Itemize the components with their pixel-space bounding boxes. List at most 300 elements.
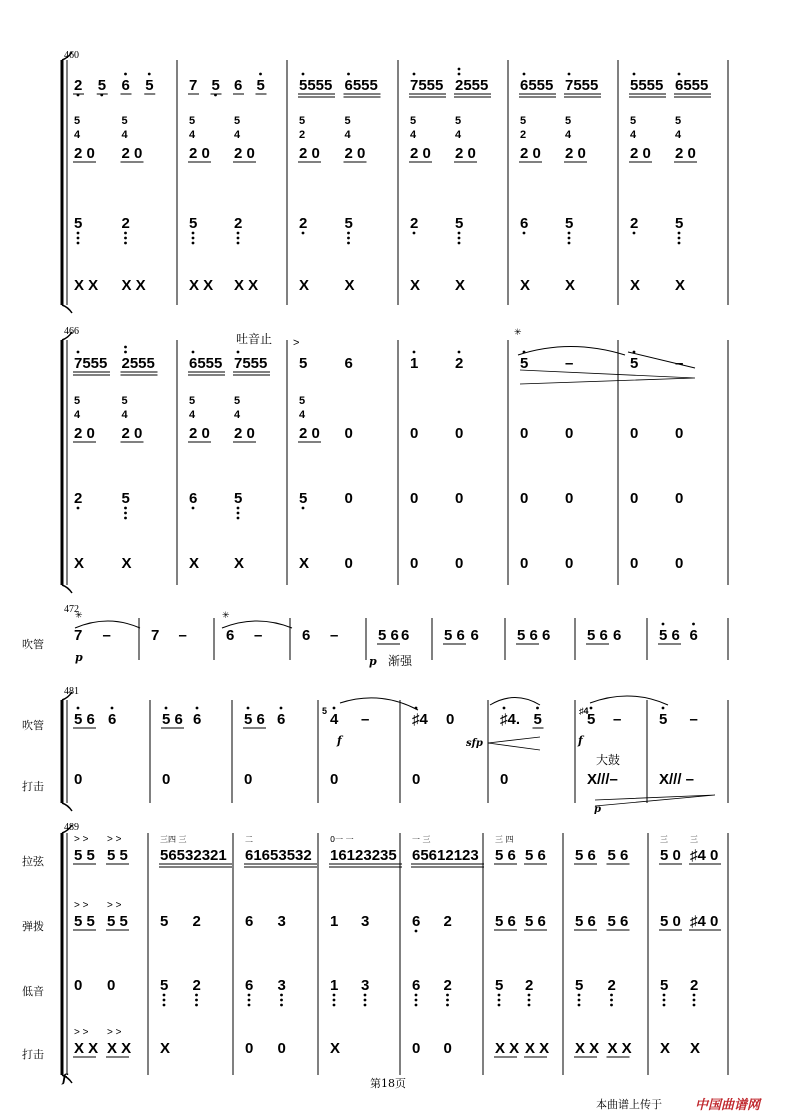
chord-upper-note: 5 (189, 395, 196, 407)
note-X: X (330, 1040, 341, 1057)
note-X///–: X///– (587, 771, 618, 788)
upper-octave-dot (458, 73, 461, 76)
note-–: – (102, 627, 111, 644)
lower-octave-dot (633, 232, 636, 235)
lower-octave-dot (415, 999, 418, 1002)
lower-octave-dot (333, 1004, 336, 1007)
lower-octave-dot (528, 999, 531, 1002)
chord-middle-note: 4 (121, 129, 128, 141)
note-56: 5 6 (575, 847, 596, 864)
note-2: 2 (410, 215, 419, 232)
note-5: 5 (299, 490, 308, 507)
note-X: X (299, 555, 310, 572)
lower-octave-dot (578, 999, 581, 1002)
lower-octave-dot (415, 994, 418, 997)
note-55: 5 5 (107, 847, 128, 864)
note-2555: 2555 (455, 77, 489, 94)
lower-octave-dot (333, 994, 336, 997)
note-5: 5 (455, 215, 464, 232)
note-0: 0 (455, 490, 464, 507)
chord-middle-note: 4 (630, 129, 637, 141)
note-0: 0 (344, 555, 353, 572)
upper-octave-dot (458, 68, 461, 71)
upper-octave-dot (302, 73, 305, 76)
upper-octave-dot (247, 707, 250, 710)
annotation-crescendo: 渐强 (388, 654, 413, 668)
note-6: 6 (189, 490, 198, 507)
upper-octave-dot (165, 707, 168, 710)
note-XX: X X (495, 1040, 520, 1057)
chord-upper-note: 5 (455, 115, 462, 127)
lower-octave-dot (415, 1004, 418, 1007)
note-–: – (689, 711, 698, 728)
instrument-label: 弹拨 (22, 920, 44, 933)
instrument-label: 吹管 (22, 638, 44, 651)
lower-octave-dot (364, 1004, 367, 1007)
chord-upper-note: 5 (630, 115, 637, 127)
lower-octave-dot (678, 232, 681, 235)
chord-middle-note: 2 (299, 129, 306, 141)
measure-number: 472 (64, 604, 79, 615)
note-7555: 7555 (410, 77, 444, 94)
lower-octave-dot (280, 994, 283, 997)
upper-octave-dot (458, 351, 461, 354)
note-5: 5 (189, 215, 198, 232)
chord-upper-note: 5 (299, 115, 306, 127)
note-5: 5 (533, 711, 542, 728)
note-6: 6 (245, 913, 254, 930)
lower-octave-dot (458, 232, 461, 235)
note-♯4: ♯4 (412, 711, 428, 728)
dynamic-p: p (369, 655, 377, 668)
note-XX: X X (575, 1040, 600, 1057)
note-XX: X X (525, 1040, 550, 1057)
lower-octave-dot (77, 237, 80, 240)
chord-middle-note: 4 (565, 129, 572, 141)
note-50: 5 0 (660, 847, 681, 864)
lower-octave-dot (195, 999, 198, 1002)
chord-middle-note: 4 (455, 129, 462, 141)
note-7555: 7555 (234, 355, 268, 372)
dynamic-f: f (578, 734, 583, 747)
note-56: 5 6 (525, 847, 546, 864)
lower-octave-dot (498, 994, 501, 997)
note-7: 7 (151, 627, 160, 644)
chord-middle-note: 4 (189, 409, 196, 421)
note-20: 2 0 (410, 145, 431, 162)
lower-octave-dot (528, 1004, 531, 1007)
grace-note: 5 (322, 706, 328, 716)
lower-octave-dot (195, 1004, 198, 1007)
note-X: X (675, 277, 686, 294)
dynamic-f: f (62, 1072, 67, 1085)
note-5: 5 (299, 355, 308, 372)
note-0: 0 (446, 711, 455, 728)
measure-number: 466 (64, 326, 79, 337)
crescendo-hairpin (595, 795, 715, 806)
note-0: 0 (410, 555, 419, 572)
crescendo-hairpin (488, 737, 540, 750)
upper-octave-dot (568, 73, 571, 76)
note-0: 0 (455, 555, 464, 572)
note-2: 2 (443, 977, 452, 994)
lower-octave-dot (192, 232, 195, 235)
note-–: – (254, 627, 263, 644)
note-5: 5 (575, 977, 584, 994)
chord-middle-note: 4 (121, 409, 128, 421)
note-6: 6 (542, 627, 551, 644)
note-5: 5 (74, 215, 83, 232)
note-5: 5 (630, 355, 639, 372)
lower-octave-dot (568, 232, 571, 235)
note-20: 2 0 (74, 425, 95, 442)
note-2: 2 (525, 977, 534, 994)
note-56: 5 6 (575, 913, 596, 930)
lower-octave-dot (77, 242, 80, 245)
instrument-label: 拉弦 (22, 855, 44, 868)
fingering-mark: 三 (660, 835, 668, 844)
chord-upper-note: 5 (234, 115, 241, 127)
note-2: 2 (443, 913, 452, 930)
dynamic-p: p (75, 651, 83, 664)
lower-octave-dot (192, 237, 195, 240)
site-logo[interactable]: 中国曲谱网 (695, 1098, 761, 1113)
note-0: 0 (330, 771, 339, 788)
chord-middle-note: 4 (675, 129, 682, 141)
bracket-hook-bottom (62, 803, 72, 811)
note-6: 6 (520, 215, 529, 232)
lower-octave-dot (364, 999, 367, 1002)
note-56: 5 6 (444, 627, 465, 644)
accent-mark: > > (74, 1027, 89, 1038)
accent-mark: > > (74, 834, 89, 845)
note-0: 0 (500, 771, 509, 788)
note-3: 3 (277, 913, 286, 930)
note-6: 6 (344, 355, 353, 372)
note-56: 5 6 (244, 711, 265, 728)
measure-number: 460 (64, 50, 79, 61)
fingering-mark: 一 三 (412, 835, 431, 844)
note-0: 0 (412, 771, 421, 788)
lower-octave-dot (498, 999, 501, 1002)
upper-octave-dot (124, 73, 127, 76)
note-5: 5 (659, 711, 668, 728)
note-56: 5 6 (659, 627, 680, 644)
note-6555: 6555 (344, 77, 378, 94)
note-0: 0 (565, 425, 574, 442)
note-0: 0 (520, 425, 529, 442)
lower-octave-dot (415, 930, 418, 933)
lower-octave-dot (663, 999, 666, 1002)
upper-octave-dot (523, 73, 526, 76)
chord-upper-note: 5 (74, 115, 81, 127)
accent-mark: > > (107, 1027, 122, 1038)
lower-octave-dot (610, 999, 613, 1002)
upper-octave-dot (124, 351, 127, 354)
upper-octave-dot (662, 623, 665, 626)
note-0: 0 (107, 977, 116, 994)
chord-middle-note: 4 (74, 129, 81, 141)
note-0: 0 (410, 425, 419, 442)
note-0: 0 (74, 977, 83, 994)
note-5: 5 (160, 977, 169, 994)
note-0: 0 (277, 1040, 286, 1057)
note-X: X (160, 1040, 171, 1057)
note-X: X (344, 277, 355, 294)
note-55: 5 5 (107, 913, 128, 930)
instrument-label: 打击 (22, 1048, 44, 1061)
note-0: 0 (520, 490, 529, 507)
note-2: 2 (299, 215, 308, 232)
measure-number: 481 (64, 686, 79, 697)
lower-octave-dot (347, 237, 350, 240)
upper-octave-dot (280, 707, 283, 710)
upper-octave-dot (692, 623, 695, 626)
note-2: 2 (192, 913, 201, 930)
note-7: 7 (74, 627, 83, 644)
upper-octave-dot (347, 73, 350, 76)
note-X: X (520, 277, 531, 294)
annotation-tuyin-stop: 吐音止 (236, 332, 273, 346)
upper-octave-dot (111, 707, 114, 710)
page-number: 第18页 (370, 1077, 406, 1090)
chord-upper-note: 5 (565, 115, 572, 127)
lower-octave-dot (528, 994, 531, 997)
lower-octave-dot (663, 994, 666, 997)
note-–: – (178, 627, 187, 644)
lower-octave-dot (124, 517, 127, 520)
note-XX: X X (107, 1040, 132, 1057)
note-–: – (361, 711, 370, 728)
upper-octave-dot (124, 346, 127, 349)
fingering-mark: 三 四 (495, 835, 514, 844)
chord-middle-note: 2 (520, 129, 527, 141)
lower-octave-dot (237, 512, 240, 515)
note-20: 2 0 (565, 145, 586, 162)
annotation-bass-drum: 大鼓 (596, 753, 621, 767)
accent-mark: > > (107, 900, 122, 911)
chord-middle-note: 4 (299, 409, 306, 421)
upload-source-text: 本曲谱上传于 (596, 1098, 662, 1111)
upper-octave-dot (333, 707, 336, 710)
lower-octave-dot (498, 1004, 501, 1007)
upper-octave-dot (413, 351, 416, 354)
note-56: 5 6 (525, 913, 546, 930)
note-5: 5 (675, 215, 684, 232)
note-–: – (675, 355, 684, 372)
note-X: X (630, 277, 641, 294)
upper-octave-dot (192, 351, 195, 354)
note-6555: 6555 (189, 355, 223, 372)
note-6: 6 (412, 913, 421, 930)
note-1: 1 (410, 355, 419, 372)
chord-upper-note: 5 (121, 395, 128, 407)
chord-upper-note: 5 (121, 115, 128, 127)
chord-middle-note: 4 (410, 129, 417, 141)
note-5: 5 (520, 355, 529, 372)
note-0: 0 (344, 425, 353, 442)
note-2: 2 (607, 977, 616, 994)
lower-octave-dot (302, 232, 305, 235)
lower-octave-dot (248, 1004, 251, 1007)
note-656121: 65612123 (412, 847, 479, 864)
note-2: 2 (74, 490, 83, 507)
note-55: 5 5 (74, 913, 95, 930)
lower-octave-dot (124, 512, 127, 515)
note-6: 6 (277, 711, 286, 728)
note-5: 5 (344, 215, 353, 232)
note-6: 6 (226, 627, 235, 644)
fingering-mark: 三四 三 (160, 835, 187, 844)
note-3: 3 (277, 977, 286, 994)
note-X: X (189, 555, 200, 572)
note-2: 2 (74, 77, 83, 94)
note-X///–: X/// – (659, 771, 695, 788)
instrument-label: 低音 (22, 985, 44, 998)
slur (490, 698, 540, 706)
chord-upper-note: 5 (234, 395, 241, 407)
lower-octave-dot (163, 1004, 166, 1007)
note-20: 2 0 (299, 145, 320, 162)
lower-octave-dot (248, 994, 251, 997)
upper-octave-dot (259, 73, 262, 76)
lower-octave-dot (124, 242, 127, 245)
note-X: X (455, 277, 466, 294)
lower-octave-dot (124, 237, 127, 240)
upper-octave-dot (77, 351, 80, 354)
note-56: 5 6 (607, 847, 629, 864)
note-6: 6 (121, 77, 130, 94)
note-2: 2 (121, 215, 130, 232)
note-0: 0 (675, 425, 684, 442)
note-3: 3 (361, 977, 370, 994)
bracket-hook-bottom (62, 305, 72, 313)
note-–: – (613, 711, 622, 728)
note-56: 5 6 (607, 913, 629, 930)
note-20: 2 0 (121, 425, 143, 442)
lower-octave-dot (124, 232, 127, 235)
breath-mark: ✳ (75, 610, 83, 620)
upper-octave-dot (237, 351, 240, 354)
chord-middle-note: 4 (234, 129, 241, 141)
lower-octave-dot (364, 994, 367, 997)
upper-octave-dot (590, 707, 593, 710)
lower-octave-dot (446, 1004, 449, 1007)
lower-octave-dot (237, 232, 240, 235)
lower-octave-dot (610, 1004, 613, 1007)
lower-octave-dot (678, 242, 681, 245)
note-5: 5 (211, 77, 220, 94)
measure-number: 489 (64, 822, 79, 833)
lower-octave-dot (248, 999, 251, 1002)
lower-octave-dot (124, 507, 127, 510)
fingering-mark: 二 (245, 835, 253, 844)
note-5: 5 (660, 977, 669, 994)
note-2: 2 (630, 215, 639, 232)
lower-octave-dot (192, 507, 195, 510)
bracket-hook-bottom (62, 585, 72, 593)
note-20: 2 0 (74, 145, 95, 162)
note-5: 5 (587, 711, 596, 728)
note-0: 0 (162, 771, 171, 788)
note-56: 5 6 (74, 711, 95, 728)
note-6555: 6555 (520, 77, 554, 94)
note-20: 2 0 (630, 145, 651, 162)
note-0: 0 (675, 555, 684, 572)
note-0: 0 (443, 1040, 452, 1057)
lower-octave-dot (347, 232, 350, 235)
chord-upper-note: 5 (520, 115, 527, 127)
accent-mark: > > (74, 900, 89, 911)
note-5: 5 (565, 215, 574, 232)
note-6: 6 (108, 711, 117, 728)
note-56: 5 6 (587, 627, 608, 644)
chord-middle-note: 4 (189, 129, 196, 141)
lower-octave-dot (678, 237, 681, 240)
breath-mark: ✳ (514, 327, 522, 337)
lower-octave-dot (523, 232, 526, 235)
chord-middle-note: 4 (344, 129, 351, 141)
note-X: X (410, 277, 421, 294)
note-6: 6 (470, 627, 479, 644)
note-6: 6 (193, 711, 202, 728)
note-0: 0 (410, 490, 419, 507)
note-20: 2 0 (520, 145, 541, 162)
note-20: 2 0 (189, 425, 210, 442)
note-XX: X X (234, 277, 259, 294)
note-4: 4 (330, 711, 339, 728)
note-5: 5 (234, 490, 243, 507)
note-6555: 6555 (675, 77, 709, 94)
note-1: 1 (330, 977, 339, 994)
note-56: 5 6 (517, 627, 538, 644)
note-5555: 5555 (299, 77, 333, 94)
note-5: 5 (160, 913, 169, 930)
lower-octave-dot (413, 232, 416, 235)
note-X: X (660, 1040, 671, 1057)
note-2: 2 (192, 977, 201, 994)
note-♯40: ♯4 0 (690, 913, 719, 930)
note-50: 5 0 (660, 913, 681, 930)
chord-middle-note: 4 (234, 409, 241, 421)
lower-octave-dot (578, 994, 581, 997)
lower-octave-dot (693, 994, 696, 997)
note-0: 0 (675, 490, 684, 507)
note-565323: 56532321 (160, 847, 227, 864)
note-X: X (299, 277, 310, 294)
upper-octave-dot (633, 73, 636, 76)
lower-octave-dot (568, 237, 571, 240)
tie-slur (518, 347, 625, 356)
upper-octave-dot (413, 73, 416, 76)
lower-octave-dot (610, 994, 613, 997)
lower-octave-dot (163, 999, 166, 1002)
chord-upper-note: 5 (74, 395, 81, 407)
note-0: 0 (455, 425, 464, 442)
lower-octave-dot (163, 994, 166, 997)
upper-octave-dot (77, 707, 80, 710)
lower-octave-dot (237, 507, 240, 510)
fingering-mark: 0一 一 (330, 835, 354, 844)
lower-octave-dot (693, 999, 696, 1002)
chord-upper-note: 5 (344, 115, 351, 127)
note-XX: X X (607, 1040, 632, 1057)
lower-octave-dot (663, 1004, 666, 1007)
note-2: 2 (455, 355, 464, 372)
note-20: 2 0 (299, 425, 320, 442)
lower-octave-dot (693, 1004, 696, 1007)
accent-mark: > > (107, 834, 122, 845)
